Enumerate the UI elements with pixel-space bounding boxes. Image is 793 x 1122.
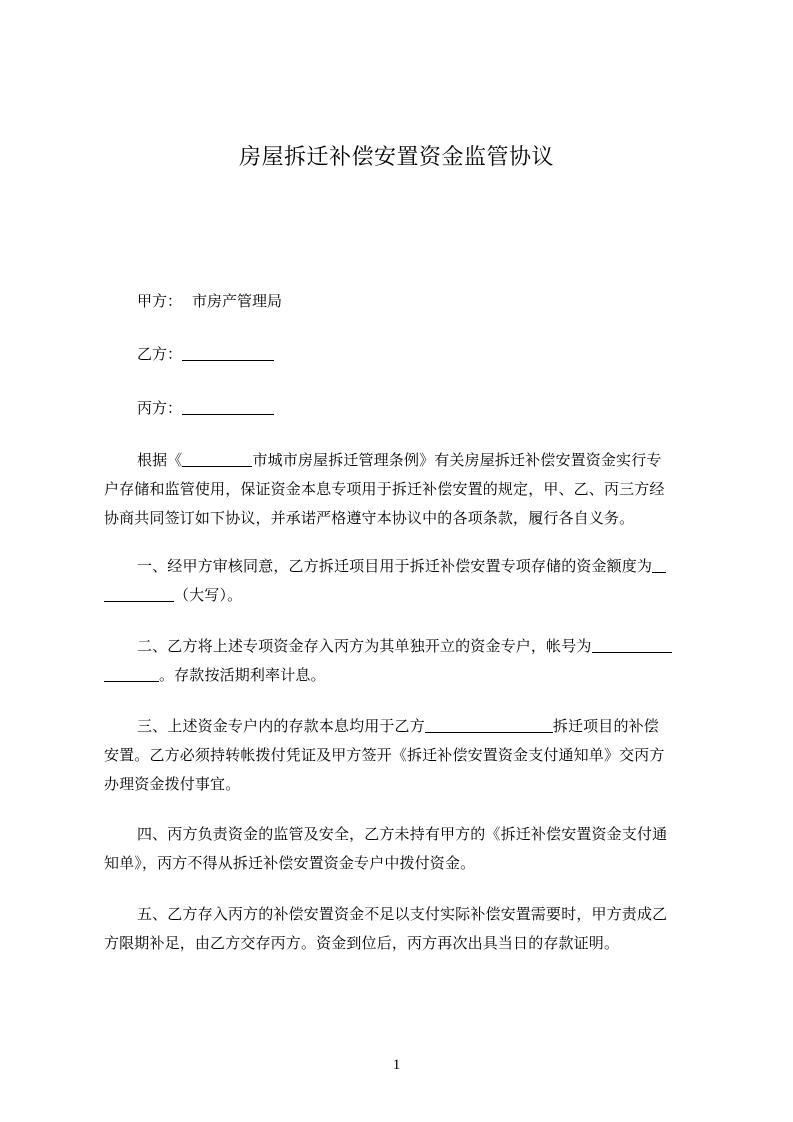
clause-2 [104, 632, 701, 690]
account-blank [104, 665, 159, 682]
clause-text: 。存款按活期利率计息。 [159, 666, 326, 684]
clause-line: 五、乙方存入丙方的补偿安置资金不足以支付实际补偿安置需要时，甲方责成乙 [137, 905, 668, 923]
preamble-line: 协商共同签订如下协议，并承诺严格遵守本协议中的各项条款，履行各自义务。 [104, 509, 635, 527]
clause-3 [104, 712, 701, 799]
clause-text: （大写）。 [174, 586, 243, 604]
preamble-line [104, 446, 701, 475]
clause-line [104, 552, 701, 581]
clause-line [104, 712, 701, 741]
preamble-paragraph [104, 446, 701, 533]
party-b [137, 342, 274, 366]
clause-text: 三、上述资金专户内的存款本息均用于乙方 [137, 717, 425, 735]
page-number: 1 [392, 1057, 401, 1073]
clause-line: 知单》，丙方不得从拆迁补偿安置资金专户中拨付资金。 [104, 854, 476, 872]
clause-text: 二、乙方将上述专项资金存入丙方为其单独开立的资金专户，帐号为 [137, 637, 592, 655]
clause-line [104, 581, 701, 610]
party-c-blank [182, 398, 274, 415]
amount-blank [652, 556, 666, 573]
clause-line: 方限期补足，由乙方交存丙方。资金到位后，丙方再次出具当日的存款证明。 [104, 934, 620, 952]
party-c [137, 396, 274, 420]
amount-blank [104, 585, 174, 602]
party-b-blank [182, 344, 274, 361]
party-b-label: 乙方： [137, 345, 183, 363]
party-a [137, 289, 282, 313]
clause-text: 拆迁项目的补偿 [552, 717, 659, 735]
preamble-text: 根据《 [137, 451, 183, 469]
clause-1 [104, 552, 701, 610]
party-c-label: 丙方： [137, 399, 183, 417]
account-blank [592, 636, 672, 653]
clause-line: 安置。乙方必须持转帐拨付凭证及甲方签开《拆迁补偿安置资金支付通知单》交丙方 [104, 746, 665, 764]
clause-line [104, 632, 701, 661]
city-blank [182, 450, 252, 467]
clause-line: 办理资金拨付事宜。 [104, 775, 241, 793]
clause-line [104, 661, 701, 690]
clause-5 [104, 900, 701, 958]
clause-line: 四、丙方负责资金的监管及安全，乙方未持有甲方的《拆迁补偿安置资金支付通 [137, 825, 668, 843]
party-a-value: 市房产管理局 [192, 292, 283, 310]
project-blank [425, 716, 553, 733]
clause-4 [104, 820, 701, 878]
document-title: 房屋拆迁补偿安置资金监管协议 [238, 145, 554, 170]
party-a-label: 甲方： [137, 292, 183, 310]
clause-text: 一、经甲方审核同意，乙方拆迁项目用于拆迁补偿安置专项存储的资金额度为 [137, 557, 653, 575]
preamble-text: 市城市房屋拆迁管理条例》有关房屋拆迁补偿安置资金实行专 [252, 451, 662, 469]
preamble-line: 户存储和监管使用，保证资金本息专项用于拆迁补偿安置的规定，甲、乙、丙三方经 [104, 480, 665, 498]
